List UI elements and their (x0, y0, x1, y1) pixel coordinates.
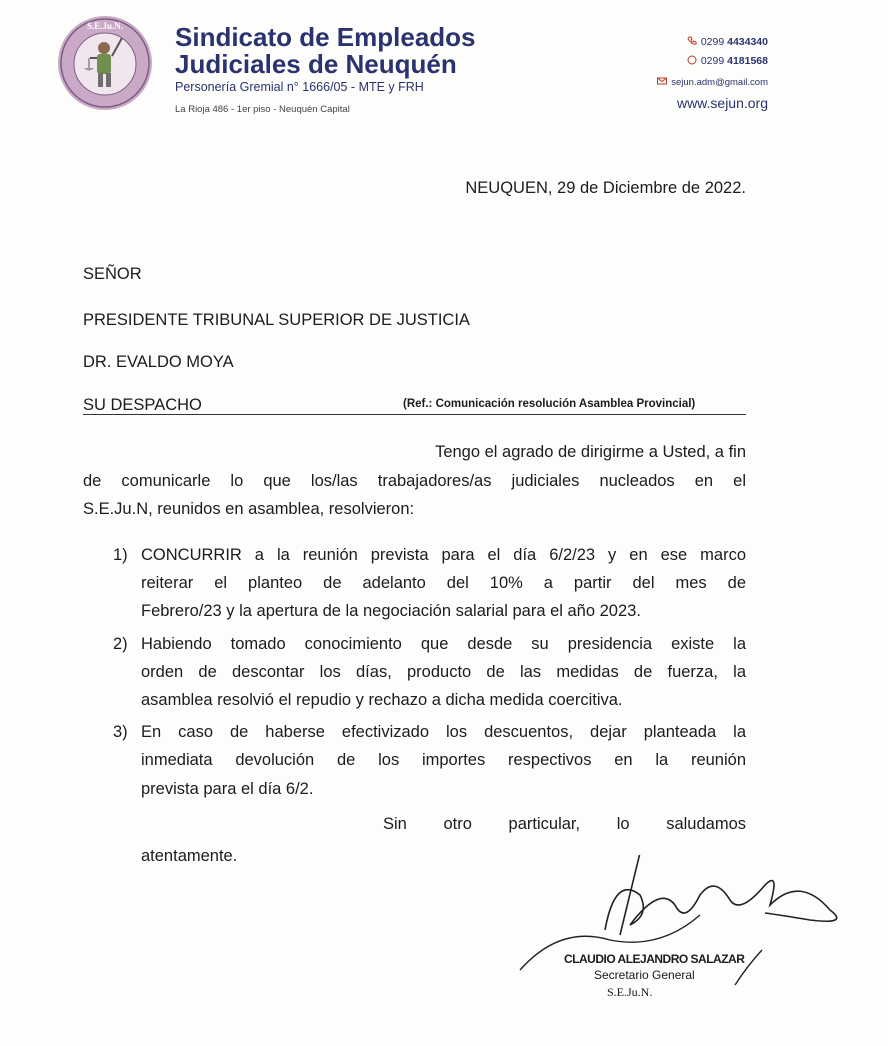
item-line: reiterar el planteo de adelanto del 10% a partir del mes de (141, 574, 746, 592)
signatory-role: Secretario General (594, 968, 695, 982)
item-line: CONCURRIR a la reunión prevista para el día 6/2/23 y en ese marco (141, 546, 746, 564)
email-icon (657, 76, 667, 86)
reference-underline (83, 414, 746, 415)
reference-line: (Ref.: Comunicación resolución Asamblea Provincial) (403, 398, 696, 410)
closing-line: Sin otro particular, lo saludamos (383, 815, 746, 833)
phone-prefix: 0299 (700, 36, 725, 48)
phone-row (687, 36, 768, 48)
signatory-name: CLAUDIO ALEJANDRO SALAZAR (564, 952, 745, 966)
whatsapp-icon (687, 55, 697, 65)
item-number: 1) (113, 546, 128, 564)
recipient-line: SU DESPACHO (83, 396, 202, 414)
recipient-line: DR. EVALDO MOYA (83, 353, 234, 371)
item-number: 2) (113, 635, 128, 653)
recipient-line: PRESIDENTE TRIBUNAL SUPERIOR DE JUSTICIA (83, 311, 470, 329)
website: www.sejun.org (676, 95, 768, 111)
email-address: sejun.adm@gmail.com (671, 77, 768, 88)
item-line: asamblea resolvió el repudio y rechazo a dicha medida coercitiva. (141, 691, 623, 709)
recipient-line: SEÑOR (83, 265, 142, 283)
phone-icon (687, 36, 697, 46)
whatsapp-row (687, 55, 768, 67)
address: La Rioja 486 - 1er piso - Neuquén Capital (175, 104, 350, 115)
handwritten-signature (500, 855, 860, 1005)
phone-number: 4434340 (727, 36, 768, 48)
whatsapp-prefix: 0299 (700, 55, 725, 67)
union-logo (58, 16, 152, 110)
email-row (657, 76, 768, 88)
item-line: En caso de haberse efectivizado los descuentos, dejar planteada la (141, 723, 746, 741)
item-line: Habiendo tomado conocimiento que desde su presidencia existe la (141, 635, 746, 653)
signatory-org: S.E.Ju.N. (607, 985, 653, 999)
item-line: Febrero/23 y la apertura de la negociación salarial para el año 2023. (141, 602, 641, 620)
whatsapp-number: 4181568 (727, 55, 768, 67)
item-line: prevista para el día 6/2. (141, 780, 314, 798)
intro-line: S.E.Ju.N, reunidos en asamblea, resolvieron: (83, 500, 415, 518)
logo-text: S.E.Ju.N. (86, 21, 123, 31)
item-number: 3) (113, 723, 128, 741)
item-line: inmediata devolución de los importes respectivos en la reunión (141, 751, 746, 769)
org-name-line2: Judiciales de Neuquén (175, 49, 457, 79)
closing-line: atentamente. (141, 847, 238, 865)
intro-line: de comunicarle lo que los/las trabajadores/as judiciales nucleados en el (83, 472, 746, 490)
item-line: orden de descontar los días, producto de las medidas de fuerza, la (141, 663, 746, 681)
personeria-gremial: Personería Gremial n° 1666/05 - MTE y FRH (175, 80, 424, 94)
letter-date: NEUQUEN, 29 de Diciembre de 2022. (465, 179, 746, 197)
intro-line: Tengo el agrado de dirigirme a Usted, a fin (435, 443, 746, 461)
org-name-line1: Sindicato de Empleados (175, 22, 476, 52)
